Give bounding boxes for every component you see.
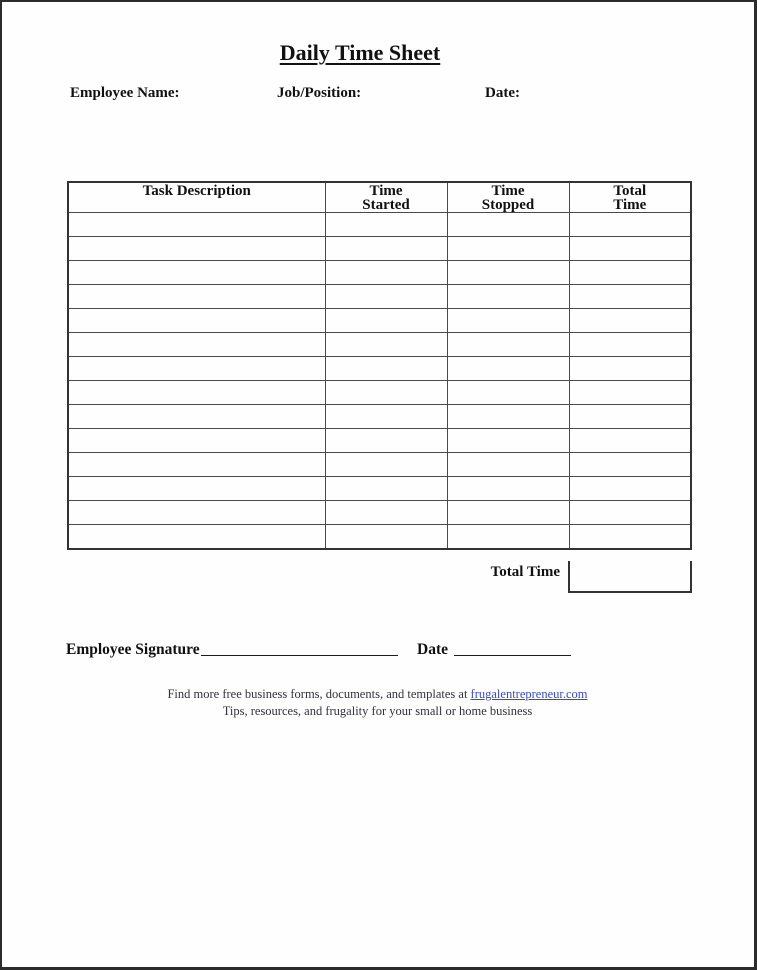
table-cell-task-description (68, 405, 325, 429)
table-row (68, 357, 691, 381)
table-cell-task-description (68, 429, 325, 453)
table-cell-task-description (68, 501, 325, 525)
table-cell-time-stopped (447, 525, 569, 550)
table-row (68, 285, 691, 309)
table-row (68, 333, 691, 357)
table-cell-task-description (68, 477, 325, 501)
table-cell-total-time (569, 405, 691, 429)
signature-line (201, 655, 398, 657)
table-row (68, 381, 691, 405)
table-cell-total-time (569, 285, 691, 309)
table-cell-time-started (325, 333, 447, 357)
signature-date-row (417, 641, 571, 659)
table-cell-task-description (68, 309, 325, 333)
table-cell-total-time (569, 429, 691, 453)
table-cell-time-stopped (447, 453, 569, 477)
table-cell-time-stopped (447, 261, 569, 285)
table-cell-time-started (325, 261, 447, 285)
table-cell-time-started (325, 237, 447, 261)
column-header-time-started: Time Started (325, 182, 447, 213)
table-cell-time-stopped (447, 357, 569, 381)
table-cell-time-stopped (447, 381, 569, 405)
total-time-box (568, 561, 692, 593)
timesheet-table-body (68, 213, 691, 550)
table-cell-time-started (325, 405, 447, 429)
table-cell-total-time (569, 237, 691, 261)
table-cell-total-time (569, 261, 691, 285)
table-cell-time-stopped (447, 309, 569, 333)
table-row (68, 453, 691, 477)
table-cell-task-description (68, 357, 325, 381)
table-cell-task-description (68, 213, 325, 237)
total-time-label: Total Time (490, 564, 560, 580)
timesheet-table (67, 181, 692, 550)
page-title-text: Daily Time Sheet (279, 40, 441, 65)
column-header-time-stopped: Time Stopped (447, 182, 569, 213)
table-cell-time-started (325, 501, 447, 525)
table-row (68, 525, 691, 550)
table-row (68, 309, 691, 333)
table-cell-time-stopped (447, 405, 569, 429)
table-cell-time-started (325, 429, 447, 453)
date-label: Date: (485, 85, 520, 101)
table-row (68, 405, 691, 429)
table-row (68, 501, 691, 525)
table-cell-time-stopped (447, 285, 569, 309)
signature-date-label: Date (417, 641, 448, 658)
table-row (68, 429, 691, 453)
table-cell-task-description (68, 381, 325, 405)
table-cell-time-started (325, 477, 447, 501)
table-cell-time-stopped (447, 333, 569, 357)
footer-line1 (2, 686, 753, 703)
table-cell-time-stopped (447, 501, 569, 525)
table-row (68, 477, 691, 501)
footer-line1-text: Find more free business forms, documents, and templates at (167, 687, 471, 701)
job-position-label: Job/Position: (277, 85, 362, 101)
table-cell-time-stopped (447, 237, 569, 261)
table-cell-total-time (569, 477, 691, 501)
table-cell-total-time (569, 309, 691, 333)
table-row (68, 237, 691, 261)
table-cell-time-started (325, 381, 447, 405)
column-header-task-description: Task Description (68, 182, 325, 213)
column-header-total-time: Total Time (569, 182, 691, 213)
table-cell-task-description (68, 261, 325, 285)
employee-signature-row (66, 641, 398, 659)
signature-date-line (454, 655, 571, 657)
table-cell-total-time (569, 525, 691, 550)
table-cell-time-stopped (447, 213, 569, 237)
table-cell-task-description (68, 453, 325, 477)
table-cell-task-description (68, 525, 325, 550)
page-footer (2, 686, 753, 719)
employee-name-label: Employee Name: (70, 85, 180, 101)
table-cell-total-time (569, 333, 691, 357)
table-cell-time-started (325, 213, 447, 237)
table-row (68, 213, 691, 237)
table-cell-time-stopped (447, 477, 569, 501)
table-cell-time-stopped (447, 429, 569, 453)
table-header-row (68, 182, 691, 213)
table-cell-total-time (569, 453, 691, 477)
table-cell-total-time (569, 501, 691, 525)
table-cell-task-description (68, 237, 325, 261)
table-cell-time-started (325, 453, 447, 477)
table-cell-time-started (325, 309, 447, 333)
table-cell-time-started (325, 285, 447, 309)
table-cell-task-description (68, 285, 325, 309)
table-cell-total-time (569, 213, 691, 237)
table-cell-time-started (325, 525, 447, 550)
page-title (2, 40, 718, 66)
table-cell-total-time (569, 357, 691, 381)
employee-signature-label: Employee Signature (66, 641, 200, 658)
table-cell-time-started (325, 357, 447, 381)
table-cell-total-time (569, 381, 691, 405)
table-row (68, 261, 691, 285)
footer-line2: Tips, resources, and frugality for your small or home business (222, 703, 533, 718)
table-cell-task-description (68, 333, 325, 357)
frugalentrepreneur-link[interactable]: frugalentrepreneur.com (470, 687, 588, 701)
